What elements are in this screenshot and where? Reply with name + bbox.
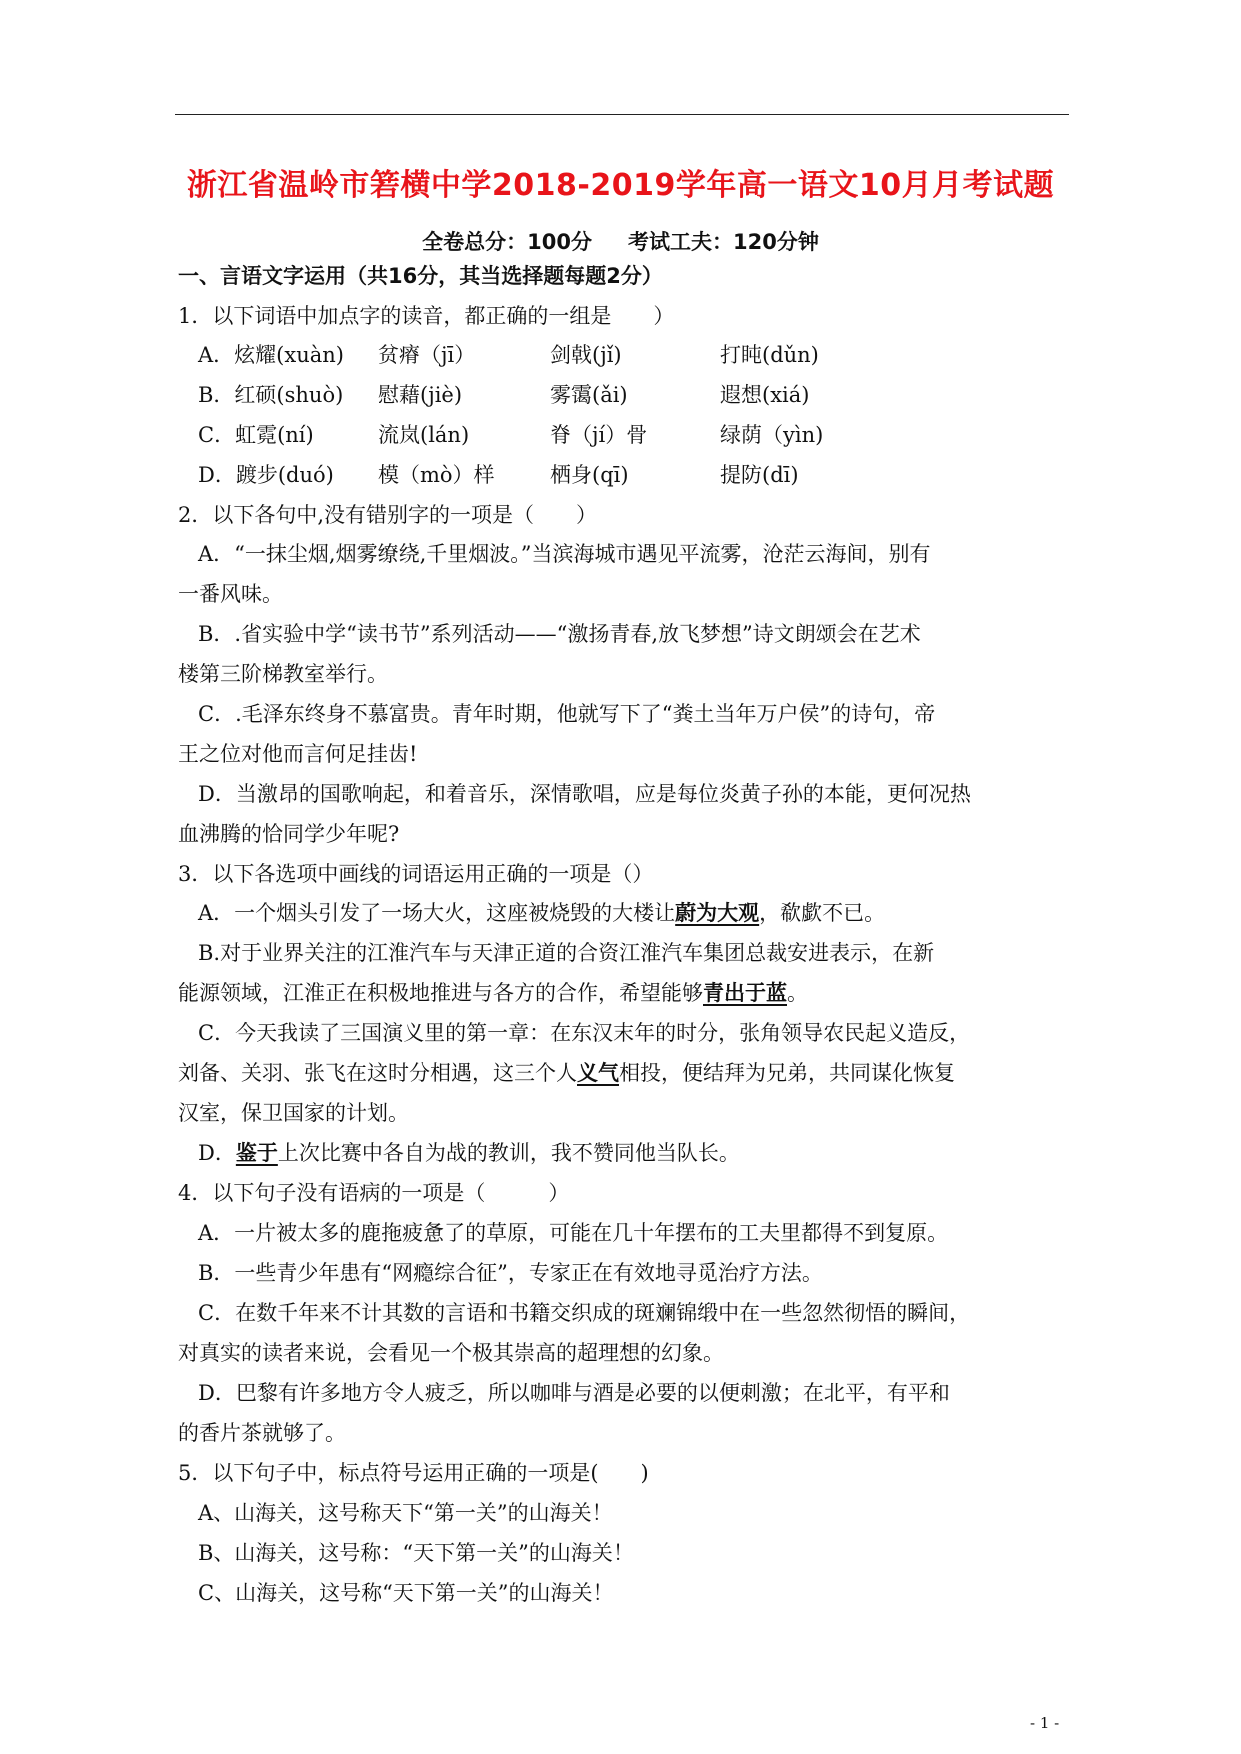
question-5-option-c: C、山海关，这号称“天下第一关”的山海关！ (198, 1581, 614, 1605)
question-2-option-b-line1: B．.省实验中学“读书节”系列活动——“激扬青春,放飞梦想”诗文朗颂会在艺术 (198, 622, 921, 646)
page-title: 浙江省温岭市箬横中学2018-2019学年高一语文10月月考试题 (186, 168, 1055, 203)
question-2-option-d-line2: 血沸腾的恰同学少年呢? (178, 822, 400, 846)
question-4-option-a: A．一片被太多的鹿拖疲惫了的草原，可能在几十年摆布的工夫里都得不到复原。 (198, 1221, 949, 1245)
exam-info (0, 226, 1241, 256)
question-3-option-c-line1: C．今天我读了三国演义里的第一章：在东汉末年的时分，张角领导农民起义造反， (198, 1021, 971, 1045)
question-4-option-b: B．一些青少年患有“网瘾综合征”，专家正在有效地寻觅治疗方法。 (198, 1261, 823, 1285)
q1-b-2: 慰藉(jiè) (378, 383, 463, 407)
question-3-stem: 3．以下各选项中画线的词语运用正确的一项是（） (178, 862, 654, 886)
q1-d-1: D．踱步(duó) (198, 463, 334, 487)
q3-d-underlined: 鉴于 (235, 1140, 278, 1165)
question-3-option-c-line2 (178, 1059, 955, 1087)
q3-d-label: D． (198, 1141, 236, 1165)
q3-b-underlined: 青出于蓝 (703, 980, 787, 1005)
question-2-option-a-line2: 一番风味。 (178, 582, 283, 606)
q3-a-underlined: 蔚为大观 (675, 900, 760, 925)
section-heading-1: 一、言语文字运用（共16分，其当选择题每题2分） (178, 264, 663, 288)
question-2-option-c-line2: 王之位对他而言何足挂齿! (178, 742, 418, 766)
q1-a-4: 打盹(dǔn) (720, 343, 819, 367)
question-3-option-b-line2 (178, 979, 808, 1007)
q1-b-1: B．红硕(shuò) (198, 383, 344, 407)
q3-a-text: A．一个烟头引发了一场大火，这座被烧毁的大楼让 (198, 901, 676, 925)
q3-d-text: 上次比赛中各自为战的教训，我不赞同他当队长。 (277, 1141, 740, 1165)
question-3-option-a (198, 899, 885, 927)
question-2-option-a-line1: A．“一抹尘烟,烟雾缭绕,千里烟波。”当滨海城市遇见平流雾，沧茫云海间，别有 (198, 542, 931, 566)
question-2-stem: 2．以下各句中,没有错别字的一项是（ ） (178, 503, 598, 527)
q3-b-text: 能源领域，江淮正在积极地推进与各方的合作，希望能够 (178, 981, 703, 1005)
question-4-stem: 4．以下句子没有语病的一项是（ ） (178, 1181, 570, 1205)
q1-d-2: 模（mò）样 (378, 463, 495, 487)
q1-c-3: 脊（jí）骨 (550, 423, 648, 447)
exam-time: 考试工夫：120分钟 (628, 230, 819, 254)
question-4-option-c-line1: C．在数千年来不计其数的言语和书籍交织成的斑斓锦缎中在一些忽然彻悟的瞬间， (198, 1301, 971, 1325)
question-2-option-b-line2: 楼第三阶梯教室举行。 (178, 662, 388, 686)
q1-a-1: A．炫耀(xuàn) (198, 343, 344, 367)
question-2-option-c-line1: C．.毛泽东终身不慕富贵。青年时期，他就写下了“粪土当年万户侯”的诗句，帝 (198, 702, 936, 726)
q1-b-4: 遐想(xiá) (720, 383, 810, 407)
question-5-option-b: B、山海关，这号称：“天下第一关”的山海关！ (198, 1541, 634, 1565)
question-4-option-d-line2: 的香片茶就够了。 (178, 1421, 346, 1445)
q1-c-2: 流岚(lán) (378, 423, 470, 447)
total-score: 全卷总分：100分 (422, 230, 592, 254)
question-3-option-b-line1: B.对于业界关注的江淮汽车与天津正道的合资江淮汽车集团总裁安进表示，在新 (198, 941, 935, 965)
q3-c-text-end: 相投，便结拜为兄弟，共同谋化恢复 (619, 1061, 955, 1085)
q3-b-text-end: 。 (787, 981, 808, 1005)
question-5-option-a: A、山海关，这号称天下“第一关”的山海关！ (198, 1501, 613, 1525)
header-rule (175, 114, 1069, 115)
q1-c-1: C．虹霓(ní) (198, 423, 314, 447)
q1-d-4: 提防(dī) (720, 463, 799, 487)
q1-d-3: 栖身(qī) (550, 463, 629, 487)
question-5-stem: 5．以下句子中，标点符号运用正确的一项是( ) (178, 1461, 649, 1485)
question-2-option-d-line1: D．当激昂的国歌响起，和着音乐，深情歌唱，应是每位炎黄子孙的本能，更何况热 (198, 782, 971, 806)
q1-a-3: 剑戟(jǐ) (550, 343, 622, 367)
question-3-option-d (198, 1139, 740, 1167)
q1-a-2: 贫瘠（jī） (378, 343, 476, 367)
page-number: - 1 - (1030, 1714, 1060, 1732)
q3-c-underlined: 义气 (577, 1060, 619, 1085)
question-1-stem: 1．以下词语中加点字的读音，都正确的一组是 ） (178, 304, 675, 328)
question-3-option-c-line3: 汉室，保卫国家的计划。 (178, 1101, 409, 1125)
question-4-option-d-line1: D．巴黎有许多地方令人疲乏，所以咖啡与酒是必要的以便刺激；在北平，有平和 (198, 1381, 950, 1405)
question-4-option-c-line2: 对真实的读者来说，会看见一个极其崇高的超理想的幻象。 (178, 1341, 724, 1365)
q3-c-text: 刘备、关羽、张飞在这时分相遇，这三个人 (178, 1061, 577, 1085)
q3-a-text-end: ，欷歔不已。 (759, 901, 886, 925)
q1-b-3: 雾霭(ǎi) (550, 383, 628, 407)
q1-c-4: 绿荫（yìn) (720, 423, 824, 447)
